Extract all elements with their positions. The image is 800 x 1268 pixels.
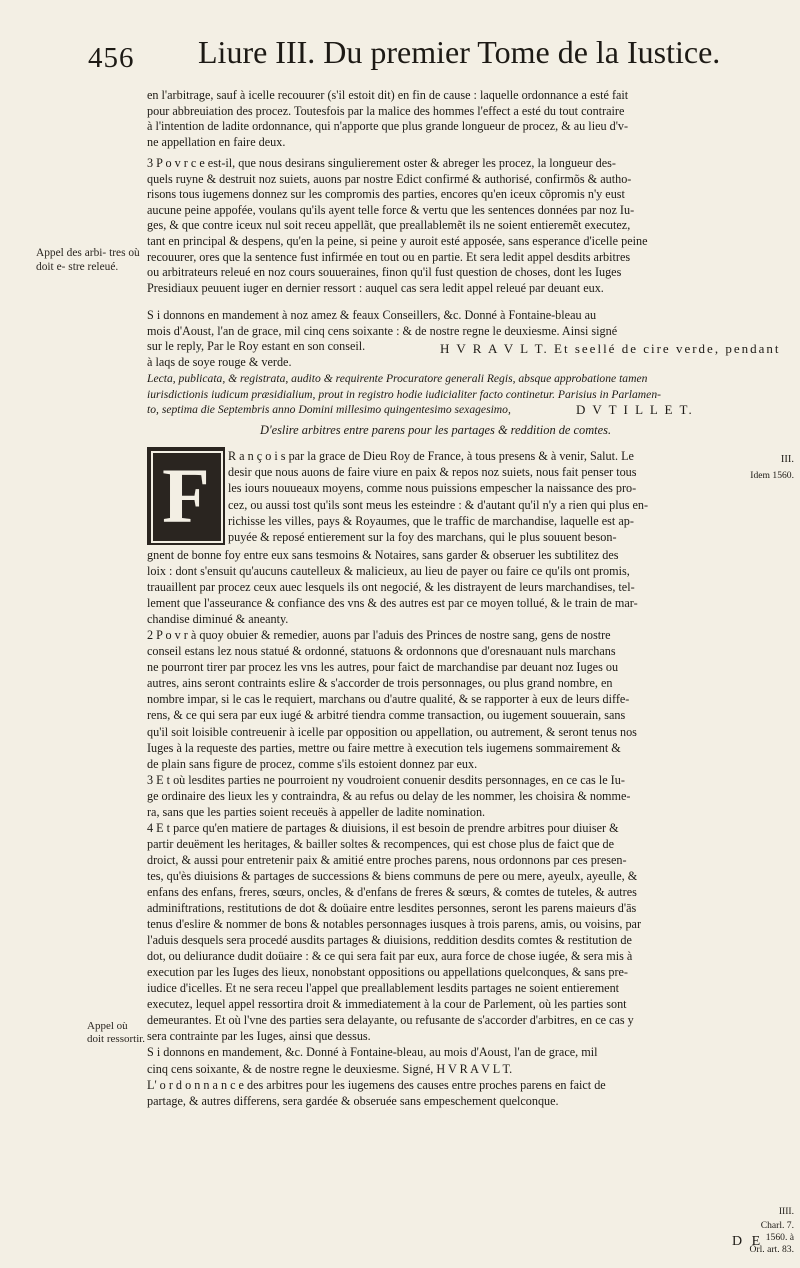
- text-line: 4 E t parce qu'en matiere de partages & diuisions, il est besoin de prendre arbitres pour diuiser &: [147, 820, 619, 835]
- text-line: tant en principal & despens, qu'en la peine, si peine y auroit esté apposée, sans esperance d'icelle peine: [147, 233, 648, 248]
- text-line: iudice d'icelles. Et ne sera receu l'appel que preallablement lesdits partages ne soient entierement: [147, 981, 620, 996]
- text-line: S i donnons en mandement à noz amez & feaux Conseillers, &c. Donné à Fontaine-bleau au: [147, 308, 597, 322]
- latin-line: to, septima die Septembris anno Domini millesimo quingentesimo sexagesimo,: [147, 403, 511, 417]
- text-line: ne pourront tirer par procez les vns les autres, pour faict de marchandise par deuant noz Iuges ou: [147, 660, 619, 675]
- text-line: enfans des enfans, freres, sœurs, oncles, & d'enfans de freres & sœurs, & comtes de tuteles, & autres: [147, 884, 637, 899]
- signature-du-tillet: D V T I L L E T.: [576, 402, 694, 417]
- text-line: pour abbreuiation des procez. Toutesfois par la malice des hommes l'effect a esté du tout contraire: [147, 103, 625, 118]
- text-line: à laqs de soye rouge & verde.: [147, 354, 292, 369]
- text-line: S i donnons en mandement, &c. Donné à Fontaine-bleau, au mois d'Aoust, l'an de grace, mil: [147, 1045, 598, 1060]
- text-line: partage, & autres differens, sera gardée & obseruée sans empeschement quelconque.: [147, 1093, 559, 1108]
- text-line: sur le reply, Par le Roy estant en son conseil.: [147, 339, 366, 354]
- article-3-block: [147, 156, 765, 296]
- text-line: 3 P o v r c e est-il, que nous desirans singulierement oster & abreger les procez, la longueur des-: [147, 156, 616, 170]
- page-header: [88, 34, 721, 84]
- text-line: en l'arbitrage, sauf à icelle recouurer (s'il estoit dit) en fin de cause : laquelle ordonnance a esté fait: [147, 88, 629, 102]
- text-line: autres, ains seront contraints eslire & s'accorder de trois personnages, ou plus grand nombre, en: [147, 676, 613, 691]
- text-line: richisse les villes, pays & Royaumes, que le traffic de marchandise, laquelle est ap-: [228, 513, 634, 528]
- text-line: partir deuëment les heritages, & bailler soltes & recompences, qui est chose plus de faict que de: [147, 836, 615, 851]
- text-line: 3 E t où lesdites parties ne pourroient ny voudroient conuenir desdits personnages, en ce cas le Iu-: [147, 772, 625, 787]
- margin-ref: Orl. art. 83.: [749, 1244, 794, 1255]
- text-line: sera contrainte par les Iuges, ainsi que dessus.: [147, 1029, 371, 1044]
- latin-line: iurisdictionis iudicum præsidialium, prout in registro hodie iudicialiter facto continetur. Parisius in Parlamen-: [147, 387, 661, 401]
- text-line: risons tous iugemens donnez sur les compromis des parties, encores qu'en iceux cõpromis n'y eust: [147, 187, 625, 202]
- initial-letter: F: [162, 452, 210, 539]
- text-line: ou arbitrateurs releué en noz cours souueraines, finon qu'il fust question de choses, dont les Iuges: [147, 265, 622, 280]
- text-line: lement que l'asseurance & confiance des vns & des autres est par ce moyen tollué, & le train de mar-: [147, 596, 638, 611]
- text-line: R a n ç o i s par la grace de Dieu Roy de France, à tous presens & à venir, Salut. Le: [228, 449, 634, 463]
- text-line: l'aduis desquels sera procedé ausdits partages & diuisions, reddition desdits comtes & restitution de: [147, 933, 632, 948]
- margin-ref: 1560. à: [765, 1232, 794, 1243]
- text-line: conseil estans lez nous statué & ordonné, statuons & ordonnons que d'oresnauant nuls marchans: [147, 644, 616, 659]
- text-line: droict, & aussi pour entretenir paix & amitié entre proches parens, nous ordonnons par ces presen-: [147, 852, 627, 867]
- text-line: Presidiaux peuuent iuger en dernier ressort : auquel cas sera ledit appel releué par deuant eux.: [147, 280, 604, 295]
- text-line: mois d'Aoust, l'an de grace, mil cinq cens soixante : & de nostre regne le deuxiesme. Ainsi signé: [147, 323, 618, 338]
- text-line: quels ruyne & destruit noz suiets, auons par nostre Edict confirmé & authorisé, confirmõs & autho-: [147, 171, 632, 186]
- catchword: D E: [732, 1234, 764, 1249]
- text-line: recouurer, ores que la sentence fust infirmée en tout ou en partie. Et sera ledit appel desdits arbitres: [147, 249, 631, 264]
- text-line: qu'il soit loisible contreuenir à icelle par opposition ou appellation, ou autrement, & seront tenus nos: [147, 724, 637, 739]
- text-line: gnent de bonne foy entre eux sans tesmoins & Notaires, sans garder & obseruer les subtilitez des: [147, 548, 619, 562]
- text-line: chandise diminué & aneanty.: [147, 612, 289, 627]
- text-line: tes, qu'ès diuisions & partages de successions & biens communs de pere ou mere, ayeulx, ayeulle, &: [147, 868, 638, 883]
- text-line: cinq cens soixante, & de nostre regne le deuxiesme. Signé, H V R A V L T.: [147, 1061, 513, 1076]
- ordinance-opening: [228, 448, 766, 545]
- text-line: les iours nouueaux moyens, comme nous puissions empescher la naissance des pro-: [228, 481, 637, 496]
- margin-note-appeal-arbitres: Appel des arbi- tres où doit e- stre releué.: [36, 247, 140, 273]
- text-line: L' o r d o n n a n c e des arbitres pour les iugemens des causes entre proches parens en faict de: [147, 1077, 606, 1092]
- margin-note-appeal-ressort: Appel où doit ressortir.: [87, 1020, 146, 1045]
- opening-text-block: [147, 88, 765, 150]
- text-line: trauaillent par procez ceux auec lesquels ils ont negocié, & les distrayent de leurs marchandises, tel-: [147, 580, 635, 595]
- text-line: puyée & reposé entierement sur la foy des marchans, qui le plus souuent beson-: [228, 530, 617, 545]
- margin-ref: III.: [780, 454, 794, 465]
- text-line: de plain sans figure de procez, comme s'ils estoient donnez par eux.: [147, 756, 478, 771]
- margin-ref: Charl. 7.: [760, 1220, 794, 1231]
- ordinance-title: D'eslire arbitres entre parens pour les partages & reddition de comtes.: [260, 423, 612, 437]
- text-line: ra, sans que les parties soient receuës à appeller de ladite nomination.: [147, 804, 486, 819]
- text-line: tenus d'eslire & nommer de bons & notables personnages iusques à trois parens, amis, ou voisins, par: [147, 917, 642, 932]
- text-line: dot, ou deliurance dudit doüaire : & ce qui sera fait par eux, aura force de chose iugée, & sera mis à: [147, 949, 633, 964]
- signature-hvravlt: H V R A V L T. Et seellé de cire verde, pendant: [440, 341, 781, 356]
- page-number: 456: [88, 42, 135, 74]
- margin-ref: IIII.: [778, 1206, 794, 1217]
- text-line: nombre impar, si le cas le requiert, marchans ou d'autre qualité, & se rapporter à eux de leurs diffe-: [147, 692, 630, 707]
- text-line: ges, & que contre iceux nul soit receu appellãt, que preallablemẽt ils ne soient entieremẽt executez,: [147, 218, 631, 233]
- decorated-initial: [147, 447, 225, 545]
- text-line: ne appellation en faire deux.: [147, 134, 286, 149]
- text-line: executez, lequel appel ressortira droit & immediatement à la cour de Parlement, où les parties sont: [147, 997, 627, 1012]
- margin-ref: Idem 1560.: [750, 470, 794, 481]
- text-line: cez, ou aussi tost qu'ils sont meus les esteindre : & d'autant qu'il n'y a rien qui plus en-: [228, 497, 649, 512]
- text-line: ge ordinaire des lieux les y contraindra, & au refus ou delay de les nommer, les choisira & nomme-: [147, 788, 631, 803]
- ordinance-body: [147, 547, 765, 1109]
- text-line: demeurantes. Et où l'vne des parties sera delayante, ou refusante de s'accorder d'arbitres, en ce cas y: [147, 1013, 634, 1028]
- running-title: Liure III. Du premier Tome de la Iustice.: [198, 34, 721, 70]
- text-line: execution par les Iuges des lieux, nonobstant oppositions ou appellations quelconques, & sans pre-: [147, 965, 628, 980]
- closing-formula-block: [147, 308, 765, 370]
- text-line: adminiftrations, restitutions de dot & doüaire entre lesdites personnes, seront les parens maieurs d'ās: [147, 901, 637, 916]
- text-line: rens, & ce qui sera par eux iugé & arbitré tiendra comme transaction, ou iugement souuerain, sans: [147, 708, 626, 723]
- text-line: aucune peine appofée, voulans qu'ils ayent telle force & vertu que les sentences données par noz Iu-: [147, 202, 635, 217]
- text-line: desir que nous auons de faire viure en paix & repos noz suiets, nous fait penser tous: [228, 465, 637, 480]
- text-line: Iuges à la requeste des parties, mettre ou faire mettre à execution tels iugemens sommairement &: [147, 740, 621, 755]
- text-line: à l'intention de ladite ordonnance, qui n'apporte que plus grande longueur de procez, & au lieu d'v-: [147, 119, 629, 134]
- text-line: 2 P o v r à quoy obuier & remedier, auons par l'aduis des Princes de nostre sang, gens de nostre: [147, 628, 611, 643]
- text-line: loix : dont s'ensuit qu'aucuns cautelleux & malicieux, au lieu de payer ou faire ce qu'ils ont promis,: [147, 564, 630, 579]
- latin-line: Lecta, publicata, & registrata, audito & requirente Procuratore generali Regis, absque approbatione tamen: [147, 372, 648, 385]
